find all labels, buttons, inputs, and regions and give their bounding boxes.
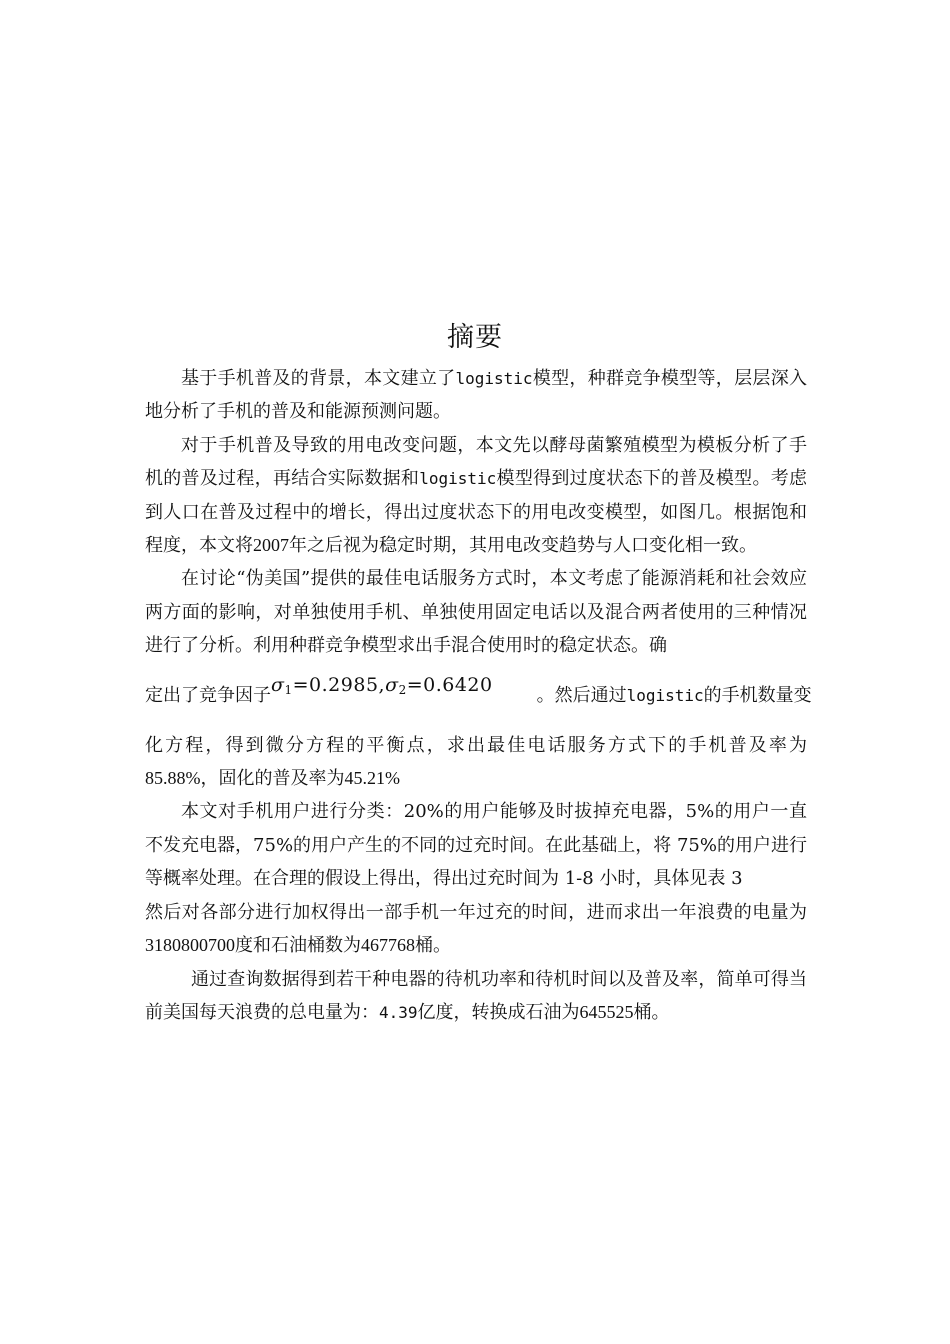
sigma1-value: =0.2985 [292, 673, 379, 696]
text-run: 亿度，转换成石油为 [417, 1001, 580, 1023]
rate-value: 45.21% [344, 768, 400, 789]
kwh-value: 3180800700 [145, 935, 235, 956]
logistic-term: logistic [626, 685, 704, 705]
text-run: 然后对各部分进行加权得出一部手机一年过充的时间，进而求出一年浪费的电量为 [145, 901, 807, 923]
rate-value: 85.88% [145, 768, 201, 789]
text-run: 基于手机普及的背景，本文建立了 [181, 368, 456, 389]
text-run: ，固化的普及率为 [200, 768, 345, 790]
comma: , [378, 673, 386, 696]
subscript: 1 [284, 682, 293, 697]
text-run: 桶。 [415, 935, 451, 957]
logistic-term: logistic [419, 469, 497, 489]
barrels-value: 467768 [361, 935, 415, 956]
text-run: 定出了竞争因子 [145, 684, 271, 706]
sigma2-value: =0.6420 [406, 673, 493, 696]
text-run: 本文对手机用户进行分类：20%的用户能够及时拔掉充电器，5%的用户一直不发充电器，75%的用户产生的不同的过充时间。在此基础上，将 75%的用户进行等概率处理。在合理的假设上得出，得出过充时间为 1-8 小时，具体见表 3 [145, 801, 807, 890]
paragraph-background [145, 362, 807, 429]
text-run: 通过查询数据得到若干种电器的待机功率和待机时间以及普及率，简单可得当前美国每天浪费的总电量为： [145, 968, 807, 1023]
text-run: 化方程，得到微分方程的平衡点，求出最佳电话服务方式下的手机普及率为 [145, 734, 807, 756]
formula-line [145, 663, 812, 729]
text-run: 在讨论“伪美国”提供的最佳电话服务方式时，本文考虑了能源消耗和社会效应两方面的影响，对单独使用手机、单独使用固定电话以及混合两者使用的三种情况进行了分析。利用种群竞争模型求出手混合使用时的稳定状态。确 [145, 568, 807, 657]
text-run: 。然后通过 [536, 684, 627, 706]
abstract-body [145, 362, 812, 1029]
sigma-symbol: σ [385, 673, 399, 696]
barrels-value: 645525 [579, 1001, 634, 1022]
logistic-term: logistic [455, 369, 533, 388]
year-value: 2007 [253, 535, 289, 556]
amount-value: 4.39 [379, 1002, 418, 1022]
text-run: 对于手机普及导致的用电改变问题，本文先以酵母菌繁殖模型为模板分析了手机的普及过程，再结合实际数据和 [145, 434, 807, 490]
abstract-title: 摘要 [447, 322, 503, 353]
sigma-symbol: σ [271, 673, 285, 696]
text-run: 桶。 [633, 1001, 670, 1023]
paragraph-penetration-rate [145, 729, 807, 796]
text-run: 年之后视为稳定时期，其用电改变趋势与人口变化相一致。 [289, 535, 757, 557]
paragraph-phone-service [145, 562, 807, 662]
paragraph-weighted-overcharge [145, 896, 807, 963]
competition-factor-formula [271, 675, 493, 700]
text-run: 模型，种群竞争模型等，层层深入地分析了手机的普及和能源预测问题。 [145, 368, 807, 423]
paragraph-electricity-change [145, 429, 807, 563]
subscript: 2 [398, 682, 407, 697]
text-run: 的手机数量变 [703, 684, 812, 706]
text-run: 度和石油桶数为 [235, 935, 361, 957]
paragraph-standby-waste [145, 963, 807, 1030]
paragraph-user-classification [145, 795, 807, 895]
text-run: 模型得到过度状态下的普及模型。考虑到人口在普及过程中的增长，得出过度状态下的用电改变模型，如图几。根据饱和程度，本文将 [145, 468, 808, 557]
